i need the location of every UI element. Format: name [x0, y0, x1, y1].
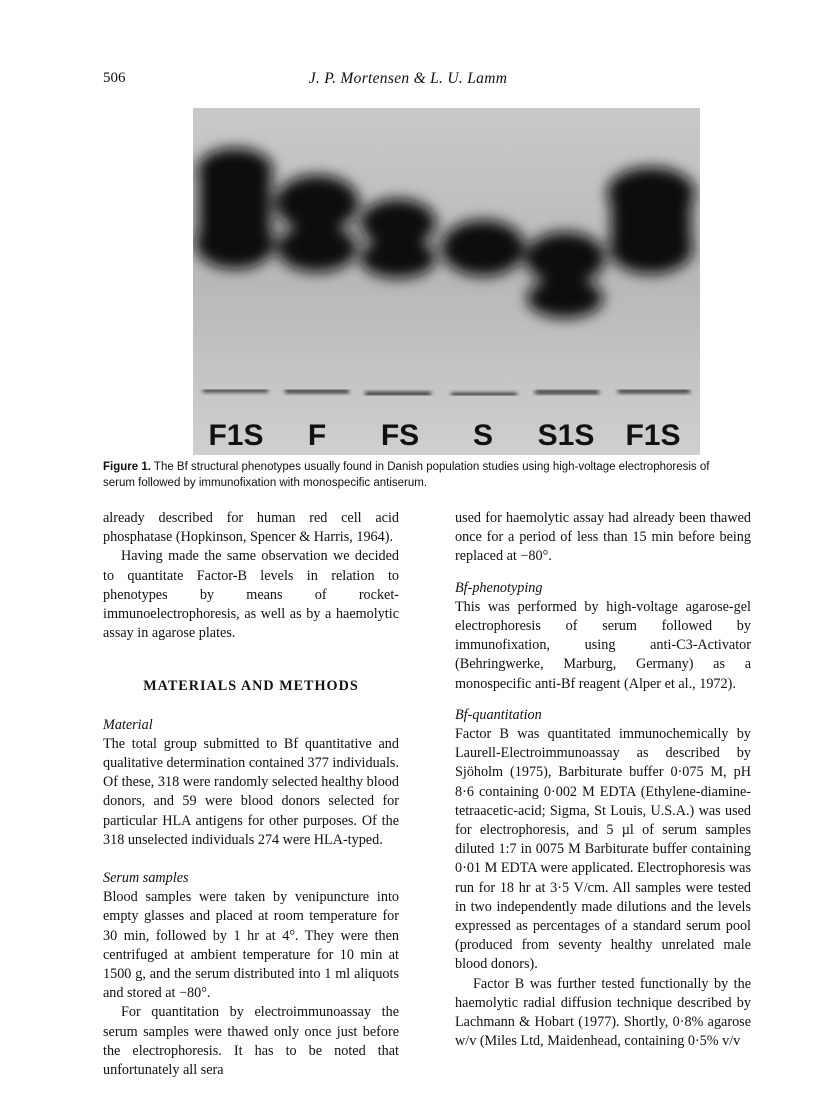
band-lane-3 [360, 199, 436, 278]
paragraph: Factor B was further tested functionally by the haemolytic radial diffusion technique described by Lachmann & Hobart (1977). Shortly, 0·8% agarose w/v (Miles Ltd, Maidenhead, containing 0·5% v/v [455, 975, 751, 1050]
band-lane-6 [607, 167, 695, 274]
subsection-heading-serum: Serum samples [103, 870, 189, 887]
caption-text: The Bf structural phenotypes usually found in Danish population studies using high-voltage electrophoresis of serum followed by immunofixation with monospecific antiserum. [103, 461, 710, 489]
subsection-heading-material: Material [103, 716, 153, 733]
paragraph: Factor B was quantitated immunochemically by Laurell-Electroimmunoassay as described by Sjöholm (1975), Barbiturate buffer 0·075 M, pH 8·6 containing 0·002 M EDTA (Ethylene-diamine-tetraacetic-acid; Sigma, St Louis, U.S.A.) was used for electrophoresis, and 5 µl of serum samples diluted 1:7 in 0075 M Barbiturate buffer containing 0·01 M EDTA were applicated. Electrophoresis was run for 18 hr at 3·5 V/cm. All samples were tested in two independently made dilutions and the levels expressed as percentages of a standard serum pool (produced from seventy healthy unrelated male blood donors). [455, 726, 751, 973]
lane-label: FS [380, 419, 420, 452]
caption-label: Figure 1. [103, 461, 151, 473]
lane-label: S [472, 419, 494, 452]
electrophoresis-figure [193, 108, 700, 455]
paragraph: already described for human red cell acid phosphatase (Hopkinson, Spencer & Harris, 1964). [103, 510, 399, 546]
paragraph: This was performed by high-voltage agarose-gel electrophoresis of serum followed by immunofixation, using anti-C3-Activator (Behringwerke, Marburg, Germany) as a monospecific anti-Bf reagent (Alper et al., 1972). [455, 598, 751, 692]
gel-background [193, 108, 700, 455]
right-column [455, 509, 751, 1051]
lane-label: F [307, 419, 327, 452]
band-lane-5 [525, 232, 605, 318]
lane-label: S1S [537, 419, 595, 452]
gel-image [193, 108, 700, 455]
running-header [0, 70, 816, 92]
paragraph: Blood samples were taken by venipuncture into empty glasses and placed at room temperature for 30 min, followed by 1 hr at 4°. They were then centrifuged at ambient temperature for 10 min at 1500 g, and the serum distributed into 1 ml aliquots and stored at −80°. [103, 889, 399, 1002]
lane-label: F1S [625, 419, 681, 452]
left-column [103, 509, 399, 1080]
paragraph: The total group submitted to Bf quantitative and qualitative determination contained 377 individuals. Of these, 318 were randomly selected healthy blood donors, and 59 were blood donors selected for particular HLA antigens for other purposes. Of the 318 unselected individuals 274 were HLA-typed. [103, 735, 399, 848]
running-head-authors: J. P. Mortensen & L. U. Lamm [308, 70, 508, 87]
paragraph: used for haemolytic assay had already been thawed once for a period of less than 15 min before being replaced at −80°. [455, 510, 751, 565]
paragraph: Having made the same observation we decided to quantitate Factor-B levels in relation to phenotypes by means of rocket-immunoelectrophoresis, as well as by a haemolytic assay in agarose plates. [103, 548, 399, 642]
figure-caption [103, 460, 715, 491]
paragraph: For quantitation by electroimmunoassay the serum samples were thawed only once just before the electrophoresis. It has to be noted that unfortunately all sera [103, 1004, 399, 1079]
page-number: 506 [103, 70, 126, 86]
band-lane-1 [195, 148, 275, 269]
subsection-heading-quantitation: Bf-quantitation [455, 706, 542, 723]
subsection-heading-phenotyping: Bf-phenotyping [455, 579, 543, 596]
lane-label: F1S [208, 419, 264, 452]
section-heading: MATERIALS AND METHODS [143, 678, 359, 695]
band-lane-4 [441, 220, 525, 276]
